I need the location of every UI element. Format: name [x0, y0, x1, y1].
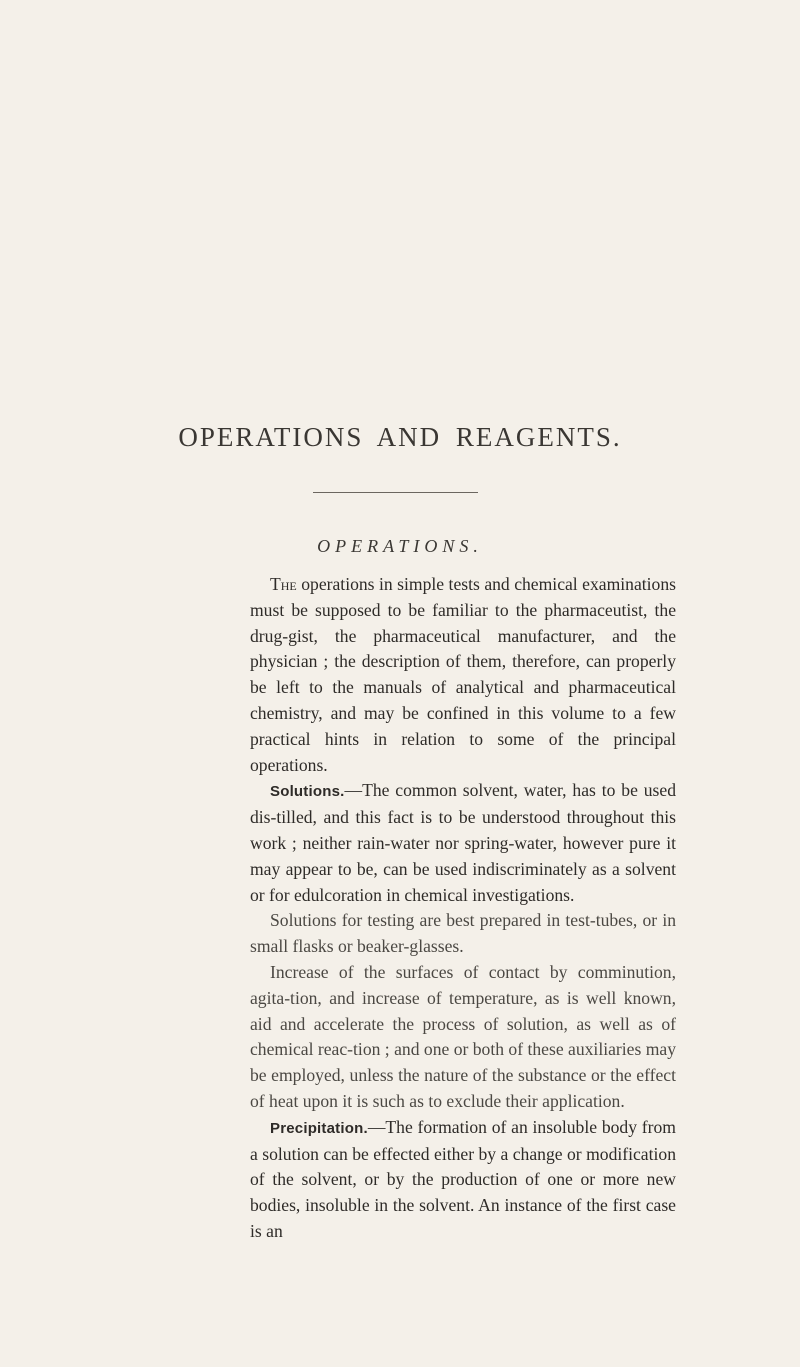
- paragraph-precipitation: [250, 1115, 676, 1245]
- section-heading: OPERATIONS.: [317, 536, 483, 556]
- paragraph-text: operations in simple tests and chemical examinations must be supposed to be familiar to the pharmaceutist, the drug-gist, the pharmaceutical manufacturer, and the physician ; the description of them, therefore, can properly be left to the manuals of analytical and pharmaceutical chemistry, and may be confined in this volume to a few practical hints in relation to some of the principal operations.: [250, 574, 676, 775]
- paragraph-text: Increase of the surfaces of contact by comminution, agita-tion, and increase of temperature, as is well known, aid and accelerate the process of solution, as well as of chemical reac-tion ; and one or both of these auxiliaries may be employed, unless the nature of the substance or the effect of heat upon it is such as to exclude their application.: [250, 961, 676, 1111]
- run-in-heading-precipitation: Precipitation.: [270, 1119, 368, 1137]
- paragraph-test-tubes: [250, 908, 676, 960]
- body-text: [250, 572, 676, 1245]
- run-in-heading-solutions: Solutions.: [270, 783, 345, 801]
- lead-word: The: [270, 574, 297, 594]
- paragraph-text: Solutions for testing are best prepared in test-tubes, or in small flasks or beaker-glasses.: [250, 910, 676, 957]
- paragraph-solutions: [250, 778, 676, 908]
- chapter-title: OPERATIONS AND REAGENTS.: [178, 422, 622, 452]
- paragraph-text: —The formation of an insoluble body from a solution can be effected either by a change or modification of the solvent, or by the production of one or more new bodies, insoluble in the solvent. An instance of the first case is an: [250, 1116, 676, 1241]
- paragraph-text: —The common solvent, water, has to be used dis-tilled, and this fact is to be understood throughout this work ; neither rain-water nor spring-water, however pure it may appear to be, can be used indiscriminately as a solvent or for edulcoration in chemical investigations.: [250, 780, 676, 905]
- paragraph-surfaces: [250, 960, 676, 1115]
- title-divider-rule: [313, 492, 478, 493]
- paragraph-intro: [250, 572, 676, 778]
